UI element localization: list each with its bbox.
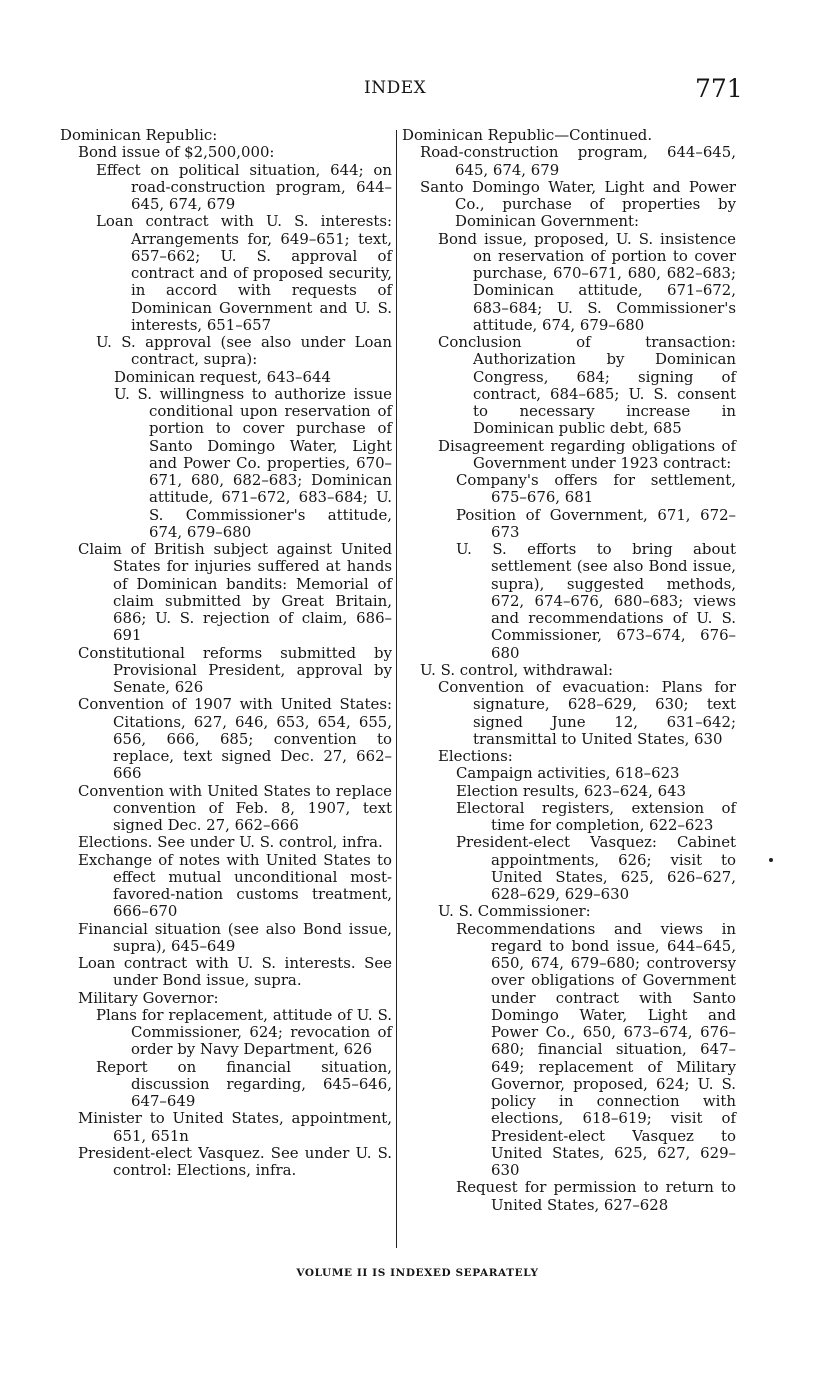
- index-entry: Company's offers for settlement, 675–676, 681: [456, 471, 736, 507]
- index-entry: U. S. control, withdrawal:: [420, 660, 613, 679]
- index-entry: Dominican request, 643–644: [114, 367, 331, 386]
- index-entry: U. S. efforts to bring about settlement (see also Bond issue, supra), suggested methods, 672, 674–676, 680–683; views and recommendations of U. S. Commissioner, 673–674, 676–680: [456, 540, 736, 662]
- index-entry: Request for permission to return to United States, 627–628: [456, 1178, 736, 1214]
- index-entry: President-elect Vasquez. See under U. S. control: Elections, infra.: [78, 1143, 392, 1179]
- index-entry: Military Governor:: [78, 988, 219, 1007]
- index-entry: Report on financial situation, discussion regarding, 645–646, 647–649: [96, 1057, 392, 1110]
- index-column-left: [60, 127, 392, 1179]
- index-entry: Elections:: [438, 747, 513, 765]
- running-header-title: INDEX: [364, 78, 427, 98]
- index-entry: Bond issue of $2,500,000:: [78, 143, 275, 162]
- column-divider: [396, 130, 397, 1248]
- index-entry: Conclusion of transaction: Authorization by Dominican Congress, 684; signing of contract, 684–685; U. S. consent to necessary increase in Dominican public debt, 685: [438, 333, 736, 438]
- index-entry: Convention with United States to replace convention of Feb. 8, 1907, text signed Dec. 27, 662–666: [78, 781, 392, 834]
- index-entry: Electoral registers, extension of time for completion, 622–623: [456, 798, 736, 834]
- index-entry: Loan contract with U. S. interests. See under Bond issue, supra.: [78, 954, 392, 990]
- index-entry: Elections. See under U. S. control, infra.: [78, 833, 383, 852]
- index-entry: U. S. willingness to authorize issue conditional upon reservation of portion to cover purchase of Santo Domingo Water, Light and Power Co. properties, 670–671, 680, 682–683; Dominican attitude, 671–672, 683–684; U. S. Commissioner's attitude, 674, 679–680: [114, 384, 392, 541]
- index-entry: Constitutional reforms submitted by Provisional President, approval by Senate, 626: [78, 643, 392, 696]
- index-entry: Convention of evacuation: Plans for signature, 628–629, 630; text signed June 12, 631–642; transmittal to United States, 630: [438, 678, 736, 748]
- index-entry: Recommendations and views in regard to bond issue, 644–645, 650, 674, 679–680; controversy over obligations of Government under contract with Santo Domingo Water, Light and Power Co., 650, 673–674, 676–680; financial situation, 647–649; replacement of Military Governor, proposed, 624; U. S. policy in connection with elections, 618–619; visit of President-elect Vasquez to United States, 625, 627, 629–630: [456, 919, 736, 1179]
- index-entry: President-elect Vasquez: Cabinet appointments, 626; visit to United States, 625, 626–627, 628–629, 629–630: [456, 833, 736, 903]
- index-entry: U. S. Commissioner:: [438, 902, 591, 921]
- index-entry: Bond issue, proposed, U. S. insistence on reservation of portion to cover purchase, 670–671, 680, 682–683; Dominican attitude, 671–672, 683–684; U. S. Commissioner's attitude, 674, 679–680: [438, 229, 736, 334]
- index-entry: Financial situation (see also Bond issue, supra), 645–649: [78, 919, 392, 955]
- page-number: 771: [695, 74, 743, 103]
- index-entry: Minister to United States, appointment, 651, 651n: [78, 1109, 392, 1145]
- index-entry: Exchange of notes with United States to effect mutual unconditional most-favored-nation customs treatment, 666–670: [78, 850, 392, 921]
- index-entry: Disagreement regarding obligations of Government under 1923 contract:: [438, 436, 736, 472]
- index-column-right: [402, 127, 736, 1214]
- index-entry: Plans for replacement, attitude of U. S. Commissioner, 624; revocation of order by Navy Department, 626: [96, 1005, 392, 1059]
- index-entry: Loan contract with U. S. interests: Arrangements for, 649–651; text, 657–662; U. S. approval of contract and of proposed security, in accord with requests of Dominican Government and U. S. interests, 651–657: [96, 212, 392, 334]
- index-entry: Campaign activities, 618–623: [456, 764, 680, 783]
- index-entry: Effect on political situation, 644; on road-construction program, 644–645, 674, 679: [96, 160, 392, 213]
- index-entry: Position of Government, 671, 672–673: [456, 505, 736, 541]
- index-entry: Road-construction program, 644–645, 645, 674, 679: [420, 143, 736, 179]
- index-entry: Convention of 1907 with United States: Citations, 627, 646, 653, 654, 655, 656, 666, 685; convention to replace, text signed Dec. 27, 662–666: [78, 695, 392, 783]
- stray-mark: [769, 858, 773, 862]
- index-entry: Claim of British subject against United States for injuries suffered at hands of Dominican bandits: Memorial of claim submitted by Great Britain, 686; U. S. rejection of claim, 686–691: [78, 540, 392, 645]
- page-footer-note: VOLUME II IS INDEXED SEPARATELY: [296, 1267, 539, 1279]
- index-entry: U. S. approval (see also under Loan contract, supra):: [96, 333, 392, 369]
- index-entry: Dominican Republic—Continued.: [402, 126, 653, 144]
- index-entry: Election results, 623–624, 643: [456, 781, 687, 800]
- index-entry: Dominican Republic:: [60, 126, 218, 144]
- index-entry: Santo Domingo Water, Light and Power Co., purchase of properties by Dominican Government:: [420, 177, 736, 231]
